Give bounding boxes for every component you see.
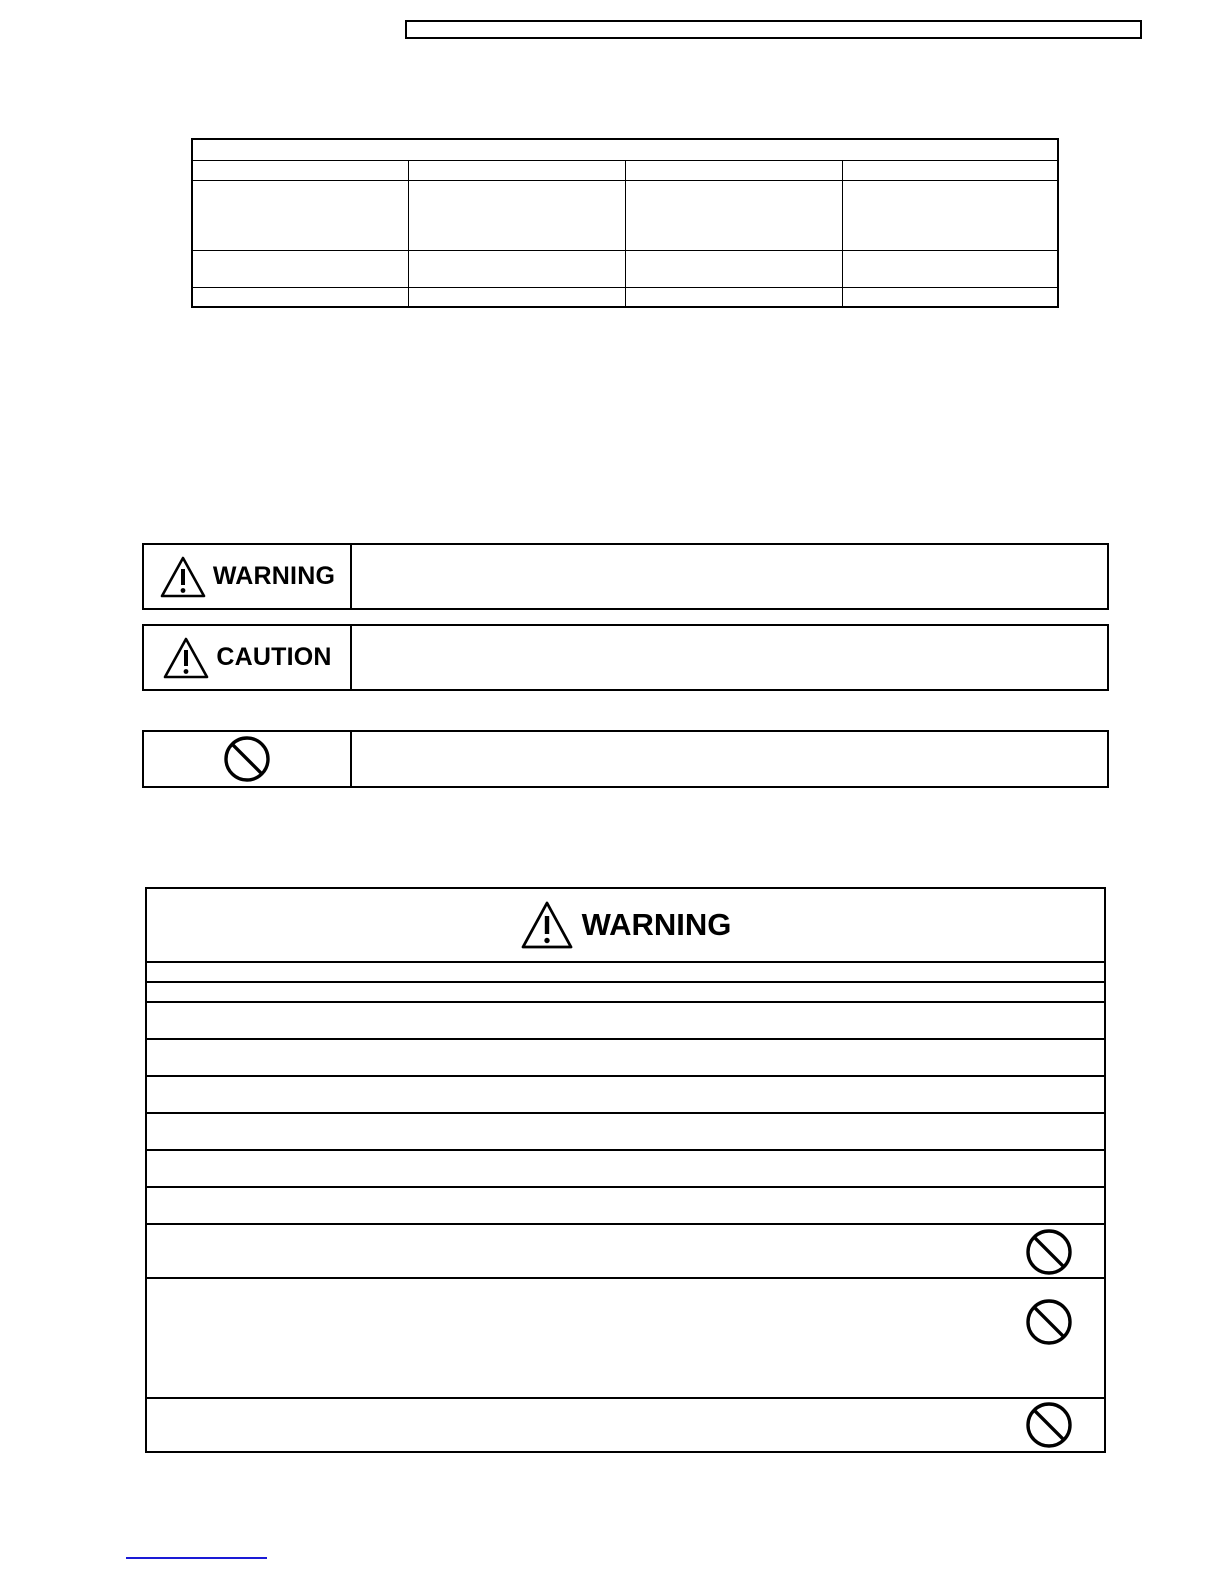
legend-prohibited-box [142, 730, 1109, 788]
row-divider [147, 1038, 1104, 1040]
row-divider [147, 981, 1104, 983]
prohibited-icon [1024, 1297, 1074, 1347]
row-divider [147, 961, 1104, 963]
row-divider [147, 1112, 1104, 1114]
legend-warning-box [142, 543, 1109, 610]
spec-table [191, 138, 1059, 308]
legend-caution-box [142, 624, 1109, 691]
spec-table-col-divider [408, 160, 409, 306]
warning-table-title: WARNING [581, 907, 732, 942]
warning-row [147, 1279, 1104, 1397]
legend-warning-symbol [144, 545, 352, 608]
legend-warning-description [352, 545, 1107, 608]
warning-triangle-icon [520, 900, 574, 950]
row-divider [147, 1149, 1104, 1151]
warning-row [147, 1225, 1104, 1277]
row-divider [147, 1075, 1104, 1077]
header-box [405, 20, 1142, 39]
legend-caution-symbol [144, 626, 352, 689]
warning-table [145, 887, 1106, 1453]
warning-row [147, 1399, 1104, 1453]
legend-caution-description [352, 626, 1107, 689]
warning-triangle-icon [162, 636, 210, 680]
warning-table-header [147, 889, 1104, 961]
legend-prohibited-symbol [144, 732, 352, 786]
spec-table-col-divider [625, 160, 626, 306]
prohibited-icon [1024, 1400, 1074, 1450]
prohibited-icon [222, 734, 272, 784]
footer-link[interactable] [126, 1557, 267, 1559]
row-divider [147, 1001, 1104, 1003]
prohibited-icon [1024, 1227, 1074, 1277]
legend-caution-label: CAUTION [216, 643, 332, 671]
legend-prohibited-description [352, 732, 1107, 786]
warning-triangle-icon [159, 555, 207, 599]
spec-table-col-divider [842, 160, 843, 306]
row-divider [147, 1186, 1104, 1188]
legend-warning-label: WARNING [212, 562, 336, 590]
